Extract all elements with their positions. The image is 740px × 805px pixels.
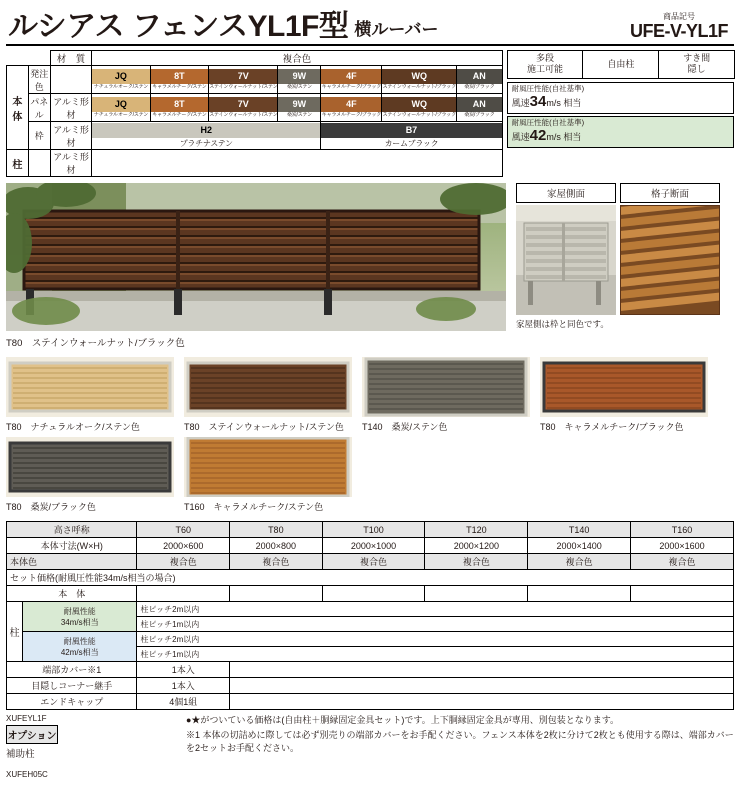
fence-sample xyxy=(184,357,356,433)
col-t60: T60 xyxy=(137,522,230,538)
table-row xyxy=(7,694,734,710)
page-header xyxy=(0,0,740,44)
fence-sample xyxy=(362,357,534,433)
wind-34-label: 耐風圧性能(自社基準) xyxy=(511,83,585,93)
product-code-label: 商品記号 xyxy=(662,12,695,22)
price-body-t120 xyxy=(425,586,528,602)
frame-swatch-b7 xyxy=(321,122,502,150)
main-photo-block xyxy=(6,183,506,349)
post-blank xyxy=(28,150,50,177)
product-code xyxy=(630,13,732,42)
footer-notes xyxy=(182,714,734,779)
col-material: 材 質 xyxy=(50,51,91,66)
swatch-name: 桑炭/ブラック xyxy=(464,111,495,118)
part-price-1 xyxy=(230,678,734,694)
col-multicolor: 複合色 xyxy=(92,51,502,66)
swatch-name: 桑炭/ステン xyxy=(286,111,312,118)
footer-note-2: ※1 本体の切詰めに際しては必ず別売りの端部カバーをお手配ください。フェンス本体を2枚に分けて2枚とも使用する際は、端部カバーを2セットお手配ください。 xyxy=(186,730,734,754)
bodycolor-t160: 複合色 xyxy=(631,554,734,570)
price-body-t140 xyxy=(528,586,631,602)
swatch-name: 桑炭/ステン xyxy=(286,83,312,90)
badge-gap-hidden xyxy=(658,50,735,79)
part-name-2: エンドキャップ xyxy=(7,694,137,710)
fence-svg-4 xyxy=(540,357,708,417)
badge-multistage-line2: 施工可能 xyxy=(527,64,564,75)
part-name-0: 端部カバー※1 xyxy=(7,662,137,678)
fence-sample xyxy=(540,357,712,433)
color-swatch-wq xyxy=(382,66,456,94)
header-divider xyxy=(6,44,734,46)
color-swatch-7v xyxy=(209,66,278,94)
fence-sample-label: T80 桑炭/ブラック色 xyxy=(6,502,96,512)
swatch-code: 4F xyxy=(321,97,381,112)
dim-t60: 2000×600 xyxy=(137,538,230,554)
swatch-name: キャラメルチーク/ブラック xyxy=(321,83,382,90)
main-photo-svg xyxy=(6,183,506,331)
perf-42-line2: 42m/s相当 xyxy=(60,647,99,657)
swatch-name: キャラメルチーク/ステン xyxy=(152,83,207,90)
table-row xyxy=(7,678,734,694)
table-row xyxy=(7,94,503,122)
fence-sample-image xyxy=(362,357,530,417)
perf-34-line1: 耐風性能 xyxy=(63,606,96,616)
material-blank-1 xyxy=(50,66,91,94)
fence-sample-label: T80 キャラメルチーク/ブラック色 xyxy=(540,422,684,432)
price-body-t100 xyxy=(322,586,425,602)
page-subtitle: 横ルーバー xyxy=(354,20,439,39)
table-row xyxy=(7,51,503,66)
post-material: アルミ形材 xyxy=(50,150,91,177)
panel-swatch-jq xyxy=(92,94,150,122)
row-post-group: 柱 xyxy=(7,602,23,662)
post-color-row xyxy=(92,150,502,177)
side-panel-house xyxy=(516,183,616,349)
swatch-name: 桑炭/ブラック xyxy=(464,83,495,90)
table-row xyxy=(7,150,503,177)
head-height: 高さ呼称 xyxy=(7,522,137,538)
row-frame: 枠 xyxy=(28,122,50,150)
swatch-name: ナチュラルオーク/ステン xyxy=(93,83,149,90)
side-panel-title: 家屋側面 xyxy=(516,183,616,203)
swatch-name: ステインウォールナット/ブラック xyxy=(382,83,456,90)
head-set-price: セット価格(耐風圧性能34m/s相当の場合) xyxy=(7,570,734,586)
bodycolor-t140: 複合色 xyxy=(528,554,631,570)
table-row xyxy=(7,538,734,554)
swatch-code: WQ xyxy=(382,97,455,112)
swatch-code: 7V xyxy=(209,69,277,84)
part-price-2 xyxy=(230,694,734,710)
col-t120: T120 xyxy=(425,522,528,538)
frame-swatch-h2 xyxy=(92,122,321,150)
footer-code-2: XUFEH05C xyxy=(6,770,48,779)
main-fence-photo xyxy=(6,183,506,331)
col-t140: T140 xyxy=(528,522,631,538)
col-t160: T160 xyxy=(631,522,734,538)
table-row xyxy=(7,632,734,647)
swatch-name: ステインウォールナット/ブラック xyxy=(382,111,456,118)
fence-sample-label: T80 ナチュラルオーク/ステン色 xyxy=(6,422,140,432)
fence-sample-image xyxy=(184,437,352,497)
dim-t160: 2000×1600 xyxy=(631,538,734,554)
fence-sample-grid xyxy=(0,349,740,517)
swatch-code: 9W xyxy=(278,69,320,84)
swatch-code: 9W xyxy=(278,97,320,112)
bodycolor-t120: 複合色 xyxy=(425,554,528,570)
louver-section-svg xyxy=(620,205,720,315)
wind-34-unit: m/s 相当 xyxy=(546,97,582,108)
panel-swatch-4f xyxy=(321,94,382,122)
fence-sample-label: T140 桑炭/ステン色 xyxy=(362,422,448,432)
swatch-code: 7V xyxy=(209,97,277,112)
swatch-name: ステインウォールナット/ステン xyxy=(209,111,278,118)
pitch-1m-42: 柱ピッチ1m以内 xyxy=(137,647,734,662)
fence-svg-5 xyxy=(6,437,174,497)
footer-note-1: ●★がついている価格は(自由柱＋胴縁固定金具セット)です。上下胴縁固定金具が専用、別包装となります。 xyxy=(186,715,619,725)
part-qty-2: 4個1組 xyxy=(137,694,230,710)
badge-freepost-label: 自由柱 xyxy=(607,58,635,69)
side-panel-group xyxy=(512,183,720,349)
frame-material: アルミ形材 xyxy=(50,122,91,150)
wind-42-text: 風速 xyxy=(511,132,530,142)
fence-sample-label: T80 ステインウォールナット/ステン色 xyxy=(184,422,344,432)
fence-sample-image xyxy=(540,357,708,417)
table-row xyxy=(7,570,734,586)
swatch-code: JQ xyxy=(92,69,149,84)
dim-t80: 2000×800 xyxy=(230,538,323,554)
wind-rating-42 xyxy=(507,116,734,148)
wind-42-label: 耐風圧性能(自社基準) xyxy=(511,117,585,127)
swatch-code: B7 xyxy=(321,123,501,138)
badge-row xyxy=(507,50,734,79)
wind-34-value: 34 xyxy=(529,92,547,110)
photo-section xyxy=(0,177,740,349)
bodycolor-t100: 複合色 xyxy=(322,554,425,570)
pitch-1m-34: 柱ピッチ1m以内 xyxy=(137,617,734,632)
fence-sample-image xyxy=(6,357,174,417)
swatch-code: JQ xyxy=(92,97,149,112)
panel-swatch-7v xyxy=(209,94,278,122)
fence-sample-label: T160 キャラメルチーク/ステン色 xyxy=(184,502,324,512)
fence-svg-2 xyxy=(184,357,352,417)
swatch-code: AN xyxy=(457,97,502,112)
side-panel-note xyxy=(620,315,720,318)
badge-freepost xyxy=(582,50,659,79)
house-side-svg xyxy=(516,205,616,315)
row-body: 本 体 xyxy=(7,586,137,602)
col-t80: T80 xyxy=(230,522,323,538)
fence-svg-3 xyxy=(362,357,530,417)
color-swatch-an xyxy=(456,66,502,94)
table-row xyxy=(7,602,734,617)
badge-multistage xyxy=(507,50,584,79)
swatch-code: H2 xyxy=(92,123,320,138)
fence-sample xyxy=(6,357,178,433)
part-qty-1: 1本入 xyxy=(137,678,230,694)
page-title: ルシアス フェンスYL1F型 xyxy=(8,10,349,43)
color-swatch-4f xyxy=(321,66,382,94)
option-item: 補助柱 xyxy=(6,749,35,760)
swatch-name: プラチナステン xyxy=(179,138,233,148)
swatch-code: 8T xyxy=(151,69,208,84)
fence-svg-1 xyxy=(6,357,174,417)
house-side-photo xyxy=(516,205,616,315)
color-swatch-9w xyxy=(278,66,321,94)
part-qty-0: 1本入 xyxy=(137,662,230,678)
part-price-0 xyxy=(230,662,734,678)
fence-sample-image xyxy=(184,357,352,417)
badge-gap-line1: すき間 xyxy=(683,53,711,63)
panel-swatch-an xyxy=(456,94,502,122)
dim-t120: 2000×1200 xyxy=(425,538,528,554)
row-body-label: 本 体 xyxy=(7,66,29,150)
wind-42-value: 42 xyxy=(529,127,547,144)
footer-code-1: XUFEYL1F xyxy=(6,714,47,723)
swatch-code: WQ xyxy=(382,69,455,84)
table-row xyxy=(7,122,503,150)
swatch-name: ステインウォールナット/ステン xyxy=(209,83,278,90)
head-dim: 本体寸法(W×H) xyxy=(7,538,137,554)
side-panel-title: 格子断面 xyxy=(620,183,720,203)
badge-group xyxy=(507,50,734,177)
bodycolor-t80: 複合色 xyxy=(230,554,323,570)
color-swatch-jq xyxy=(92,66,150,94)
perf-42-line1: 耐風性能 xyxy=(63,636,96,646)
dim-t140: 2000×1400 xyxy=(528,538,631,554)
price-body-t60 xyxy=(137,586,230,602)
perf-42-label xyxy=(23,632,137,662)
louver-section-photo xyxy=(620,205,720,315)
side-panel-section xyxy=(620,183,720,349)
perf-34-label xyxy=(23,602,137,632)
table-row xyxy=(7,66,503,94)
col-t100: T100 xyxy=(322,522,425,538)
wind-rating-34 xyxy=(507,82,734,114)
spec-section xyxy=(0,50,740,177)
panel-swatch-wq xyxy=(382,94,456,122)
part-name-1: 目隠しコーナー継手 xyxy=(7,678,137,694)
footer-section xyxy=(0,710,740,779)
wind-34-text: 風速 xyxy=(511,97,530,108)
spec-table xyxy=(6,50,503,177)
price-body-t160 xyxy=(631,586,734,602)
fence-sample xyxy=(184,437,356,513)
size-price-table xyxy=(6,521,734,710)
main-photo-caption: T80 ステインウォールナット/ブラック色 xyxy=(6,338,185,349)
swatch-name: キャラメルチーク/ステン xyxy=(152,111,207,118)
side-panel-note: 家屋側は枠と同色です。 xyxy=(516,319,609,329)
table-row xyxy=(7,554,734,570)
price-body-t80 xyxy=(230,586,323,602)
row-panel: パネル xyxy=(28,94,50,122)
wind-42-unit: m/s 相当 xyxy=(546,132,582,142)
pitch-2m-42: 柱ピッチ2m以内 xyxy=(137,632,734,647)
option-label: オプション xyxy=(6,725,58,744)
fence-sample-image xyxy=(6,437,174,497)
table-row xyxy=(7,522,734,538)
panel-swatch-8t xyxy=(150,94,208,122)
table-row xyxy=(7,586,734,602)
panel-material: アルミ形材 xyxy=(50,94,91,122)
swatch-name: カームブラック xyxy=(384,138,439,148)
fence-sample xyxy=(6,437,178,513)
swatch-name: キャラメルチーク/ブラック xyxy=(321,111,382,118)
badge-gap-line2: 隠し xyxy=(687,64,706,75)
fence-svg-6 xyxy=(184,437,352,497)
swatch-code: AN xyxy=(457,69,502,84)
bodycolor-t60: 複合色 xyxy=(137,554,230,570)
dim-t100: 2000×1000 xyxy=(322,538,425,554)
badge-multistage-line1: 多段 xyxy=(536,53,555,63)
swatch-name: ナチュラルオーク/ステン xyxy=(93,111,149,118)
head-body-color: 本体色 xyxy=(7,554,137,570)
perf-34-line2: 34m/s相当 xyxy=(60,617,99,627)
row-post-label: 柱 xyxy=(7,150,29,177)
row-order-color: 発注色 xyxy=(28,66,50,94)
pitch-2m-34: 柱ピッチ2m以内 xyxy=(137,602,734,617)
color-swatch-8t xyxy=(150,66,208,94)
table-row xyxy=(7,662,734,678)
swatch-code: 8T xyxy=(151,97,208,112)
panel-swatch-9w xyxy=(278,94,321,122)
swatch-code: 4F xyxy=(321,69,381,84)
footer-left xyxy=(6,714,182,779)
product-code-value: UFE-V-YL1F xyxy=(629,21,728,42)
